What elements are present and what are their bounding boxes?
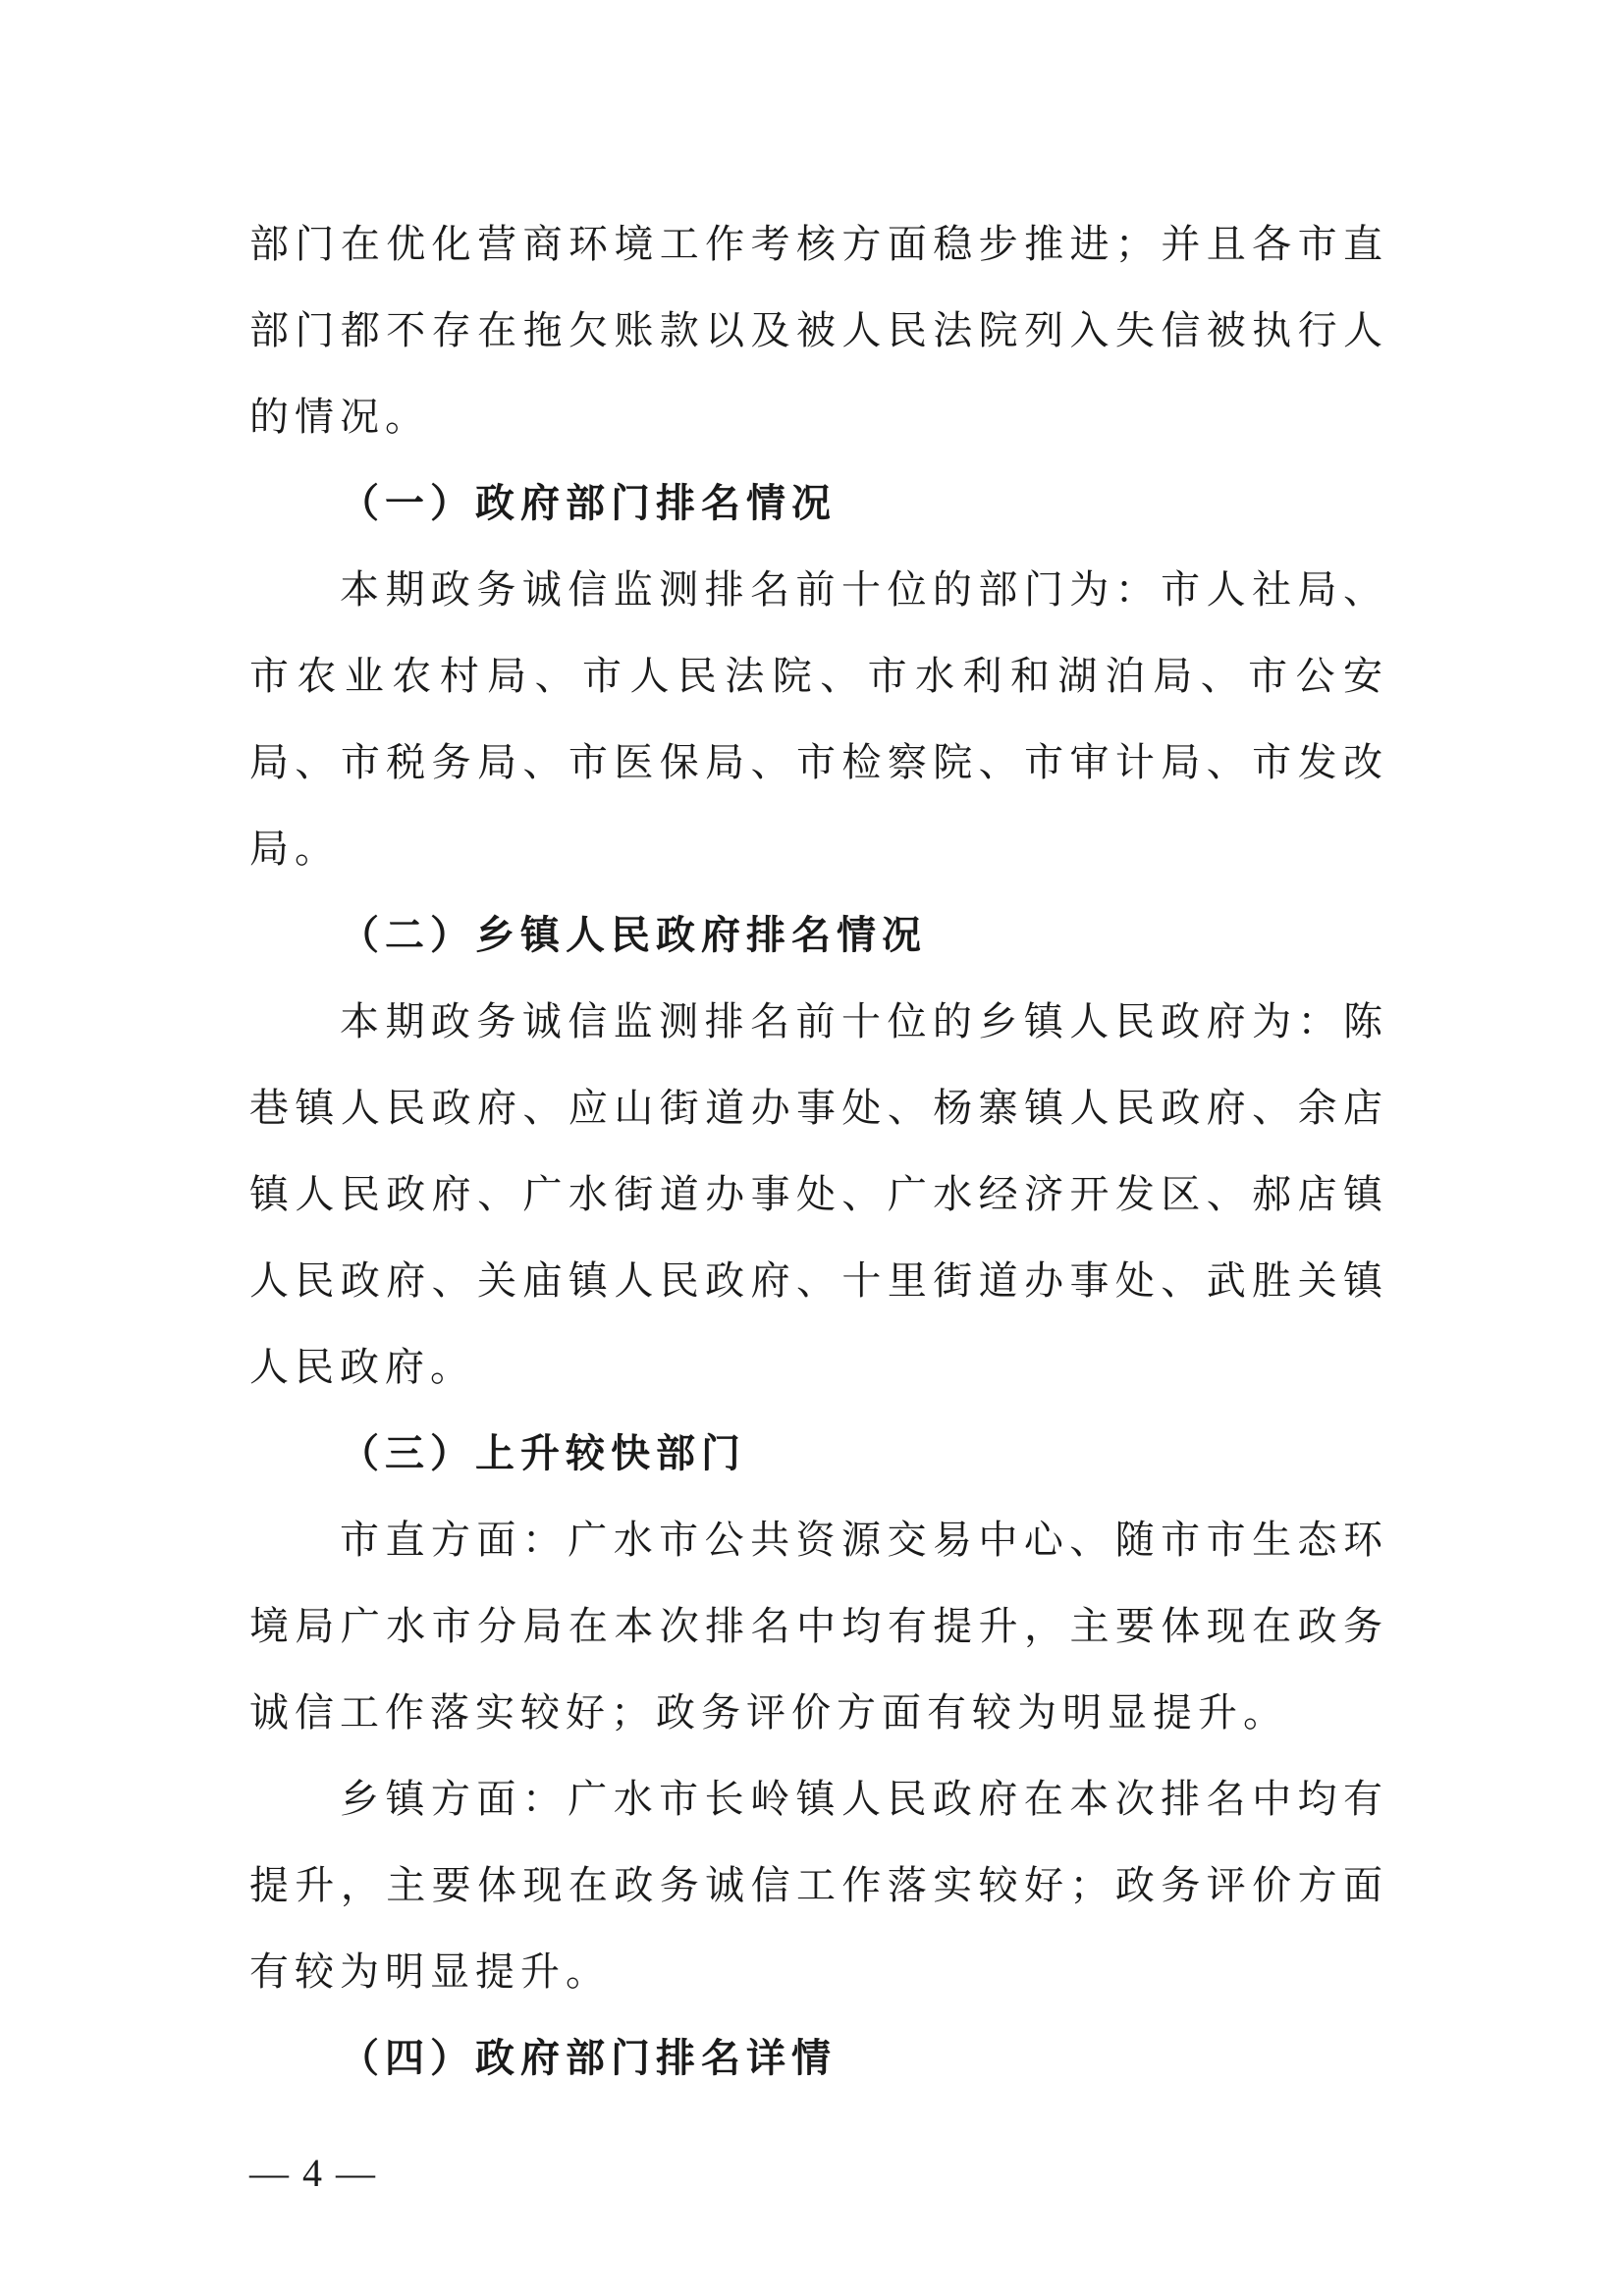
section-heading-3: （三）上升较快部门 — [340, 1430, 746, 1476]
paragraph-continuation: 部门在优化营商环境工作考核方面稳步推进；并且各市直部门都不存在拖欠账款以及被人民法院列入失信被执行人的情况。 — [249, 222, 1388, 440]
paragraph-township-rising: 乡镇方面：广水市长岭镇人民政府在本次排名中均有提升，主要体现在政务诚信工作落实较好；政务评价方面有较为明显提升。 — [249, 1777, 1388, 1995]
page-number: — 4 — — [249, 2151, 377, 2195]
paragraph-township-ranking: 本期政务诚信监测排名前十位的乡镇人民政府为：陈巷镇人民政府、应山街道办事处、杨寨镇人民政府、余店镇人民政府、广水街道办事处、广水经济开发区、郝店镇人民政府、关庙镇人民政府、十里街道办事处、武胜关镇人民政府。 — [249, 999, 1388, 1390]
section-heading-4: （四）政府部门排名详情 — [340, 2035, 837, 2081]
section-heading-1: （一）政府部门排名情况 — [340, 480, 837, 526]
paragraph-city-rising: 市直方面：广水市公共资源交易中心、随市市生态环境局广水市分局在本次排名中均有提升，主要体现在政务诚信工作落实较好；政务评价方面有较为明显提升。 — [249, 1518, 1388, 1735]
paragraph-department-ranking: 本期政务诚信监测排名前十位的部门为：市人社局、市农业农村局、市人民法院、市水利和湖泊局、市公安局、市税务局、市医保局、市检察院、市审计局、市发改局。 — [249, 567, 1388, 872]
section-heading-2: （二）乡镇人民政府排名情况 — [340, 912, 927, 958]
document-body — [249, 201, 1388, 2102]
